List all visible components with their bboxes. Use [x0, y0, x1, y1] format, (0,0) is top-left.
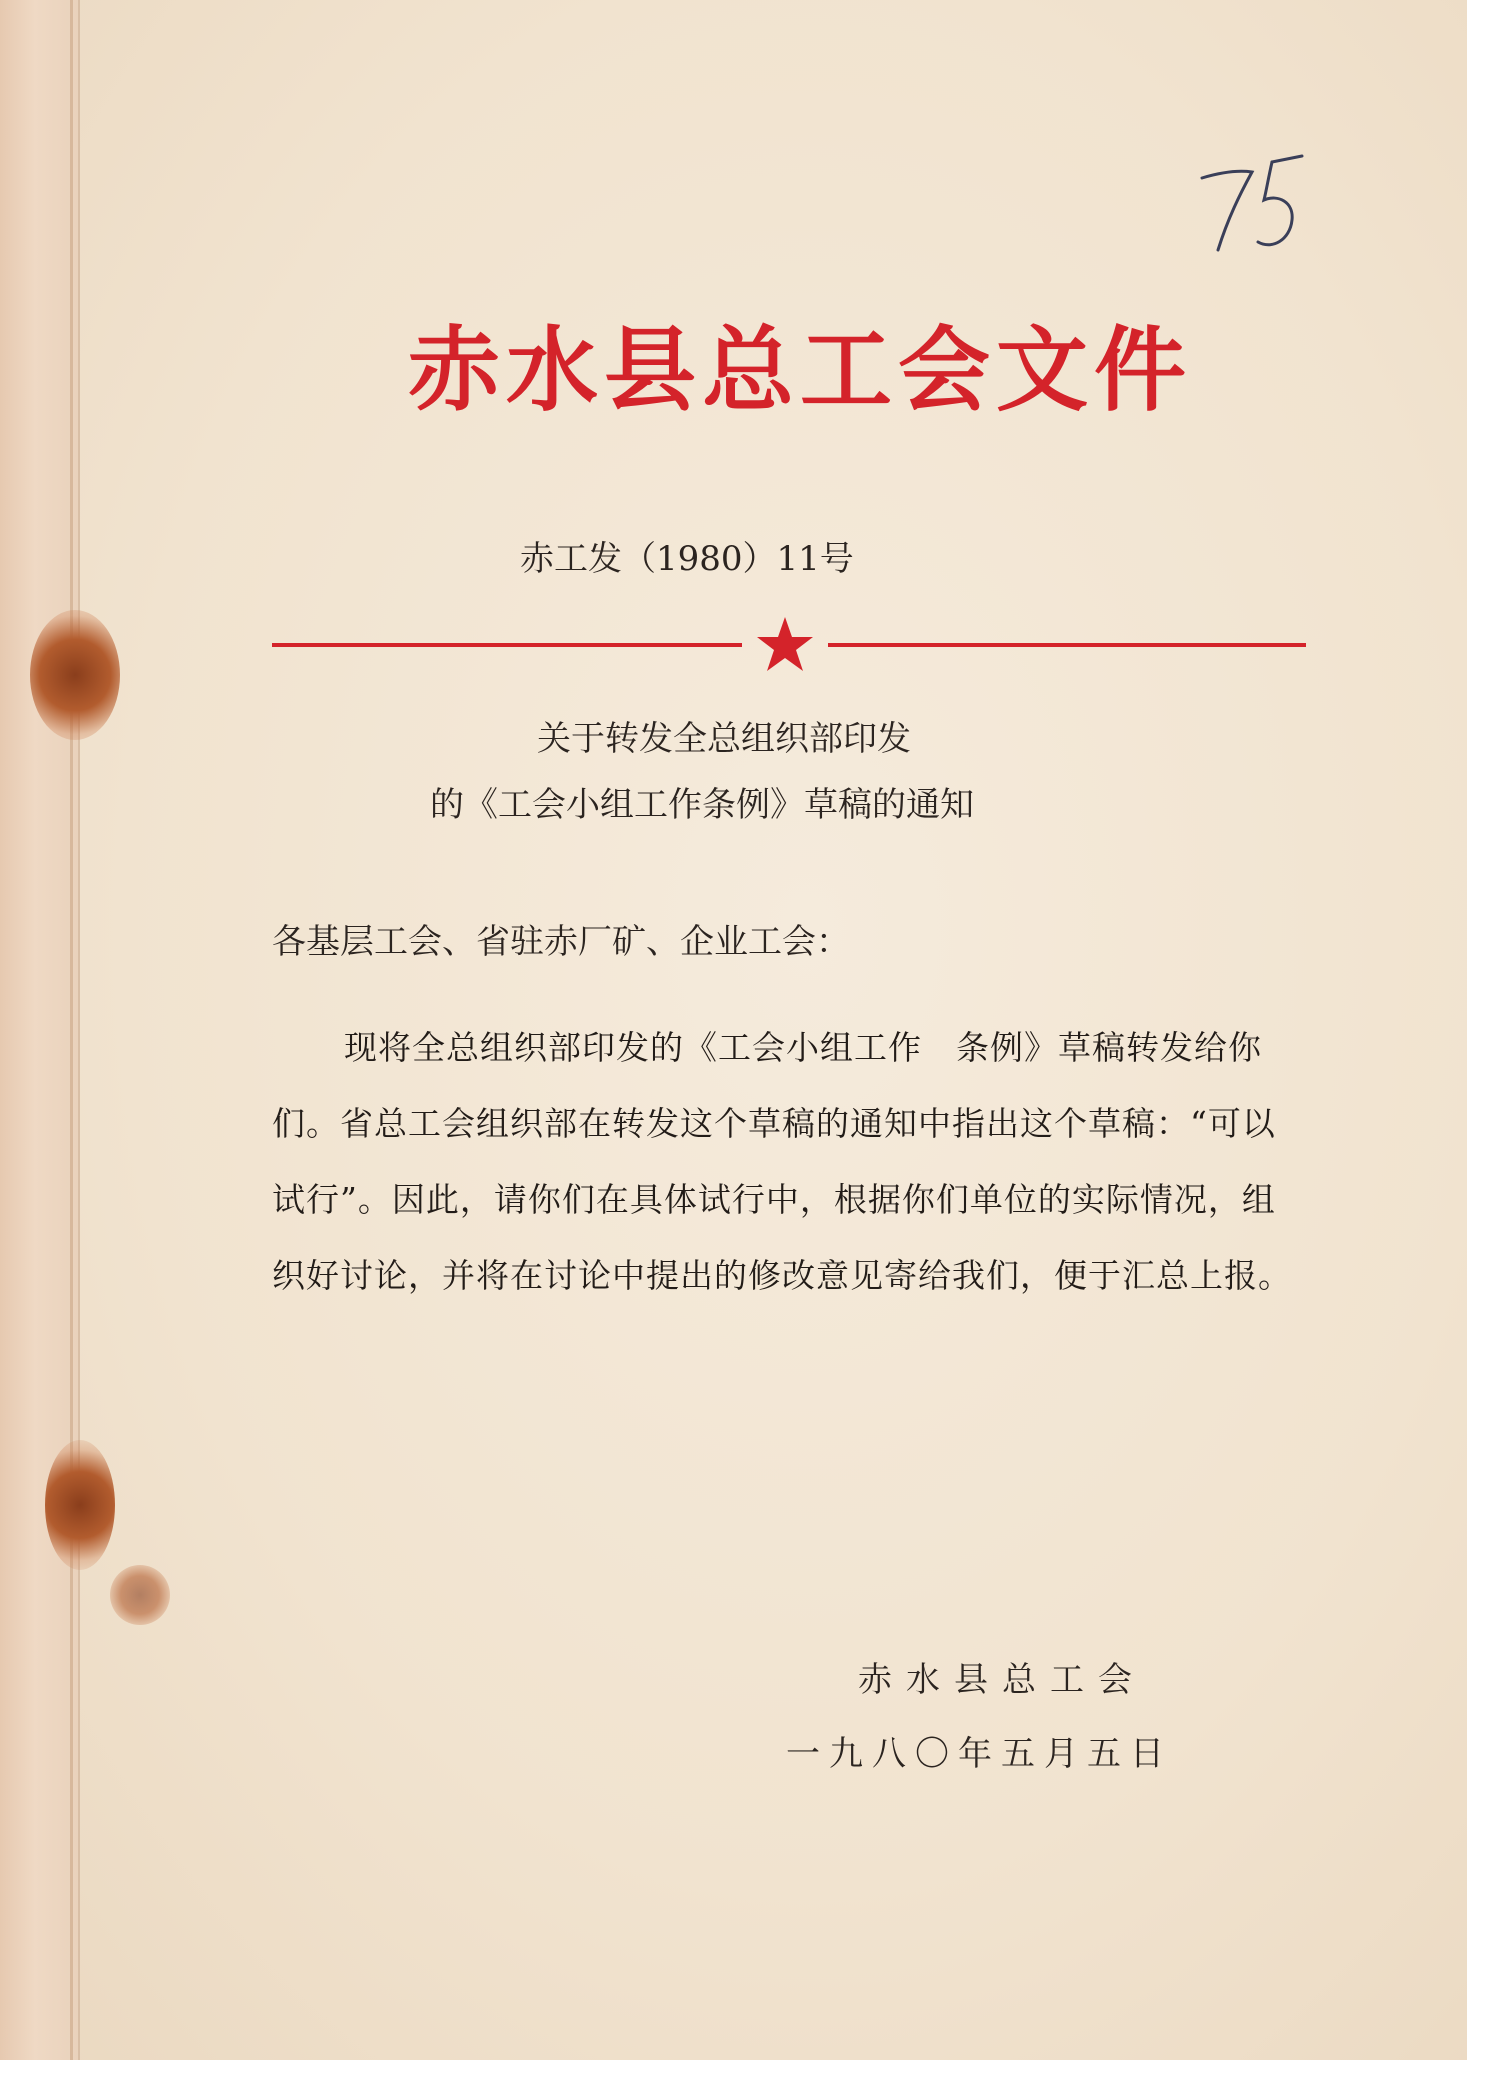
spine-fold — [70, 0, 73, 2060]
red-separator-line — [272, 615, 1306, 675]
staple-rust-stain-lower — [110, 1565, 170, 1625]
addressee: 各基层工会、省驻赤厂矿、企业工会： — [272, 922, 850, 962]
body-paragraph: 现将全总组织部印发的《工会小组工作 条例》草稿转发给你们。省总工会组织部在转发这个草稿的通知中指出这个草稿：“可以试行”。因此，请你们在具体试行中，根据你们单位的实际情况，组织好讨论，并将在讨论中提出的修改意见寄给我们，便于汇总上报。 — [272, 1028, 1292, 1295]
document-number: 赤工发（1980）11号 — [520, 539, 854, 579]
staple-rust-stain-upper — [30, 610, 120, 740]
scan-margin — [1467, 0, 1501, 2083]
signature-organization: 赤水县总工会 — [858, 1660, 1146, 1700]
binding-strip — [0, 0, 80, 2060]
subject-line-1: 关于转发全总组织部印发 — [537, 719, 911, 759]
subject-line-2: 的《工会小组工作条例》草稿的通知 — [430, 785, 974, 825]
handwritten-page-number — [1188, 150, 1308, 260]
document-title: 赤水县总工会文件 — [407, 317, 1192, 424]
staple-rust-stain-mid — [45, 1440, 115, 1570]
red-star-icon — [757, 617, 813, 671]
signature-date: 一九八〇年五月五日 — [786, 1734, 1173, 1774]
